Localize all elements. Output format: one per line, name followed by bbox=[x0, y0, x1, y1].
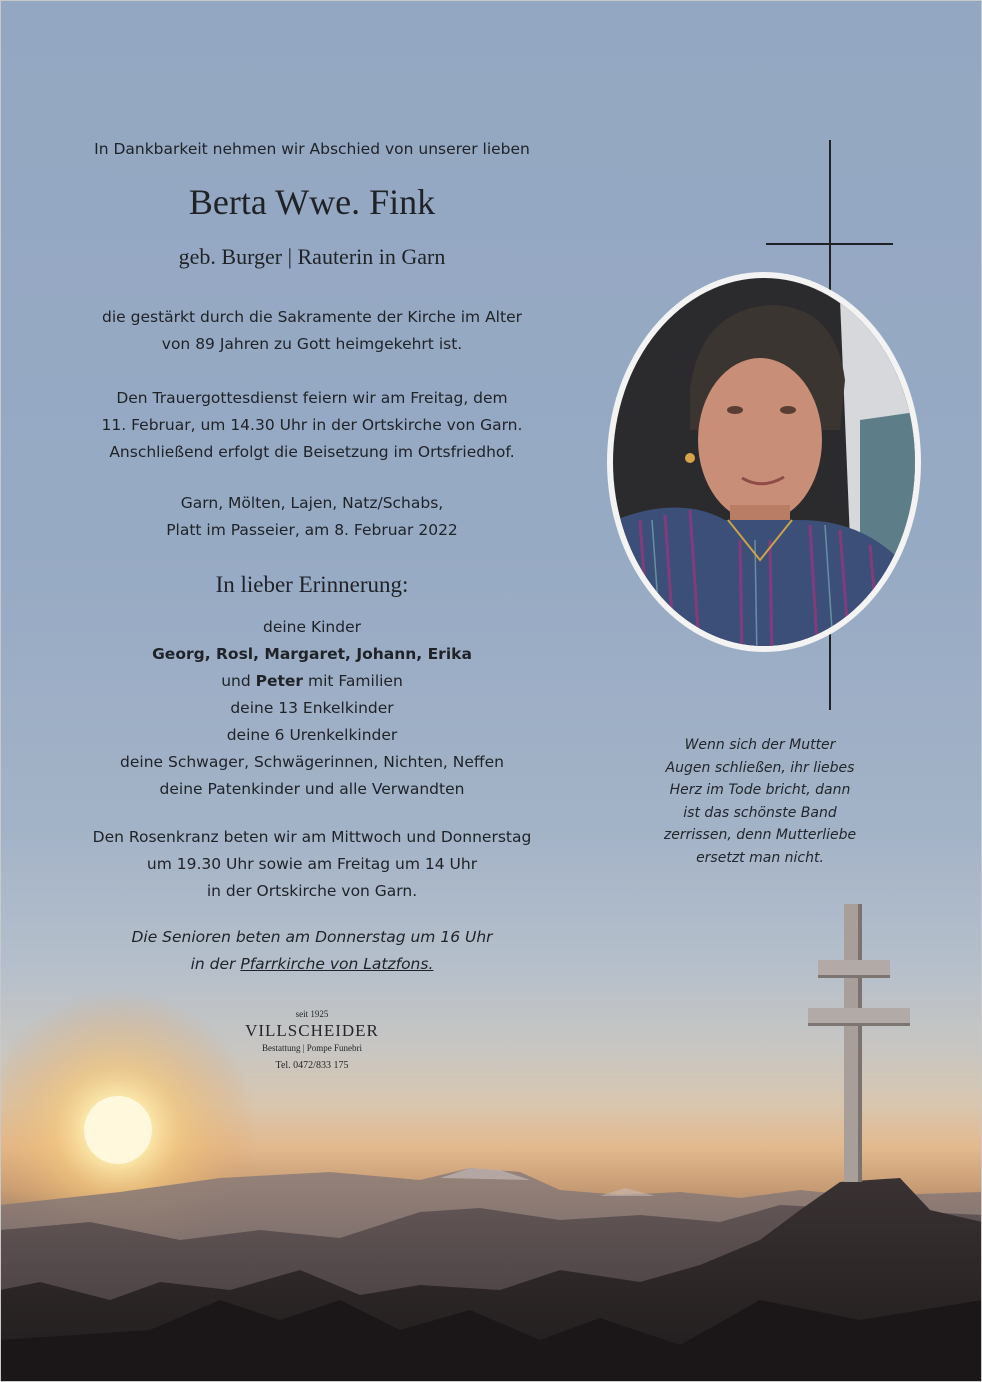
text-line: 11. Februar, um 14.30 Uhr in der Ortskirche von Garn. bbox=[101, 416, 523, 434]
memory-heading: In lieber Erinnerung: bbox=[215, 572, 409, 597]
logo-brand: VILLSCHEIDER bbox=[245, 1021, 379, 1040]
funeral-paragraph bbox=[62, 385, 562, 466]
quote-line: ersetzt man nicht. bbox=[696, 849, 824, 866]
place-date-paragraph bbox=[62, 490, 562, 544]
text-line: Den Trauergottesdienst feiern wir am Freitag, dem bbox=[116, 389, 508, 407]
children-intro: deine Kinder bbox=[262, 618, 361, 636]
quote-line: zerrissen, denn Mutterliebe bbox=[663, 827, 857, 843]
text-line: die gestärkt durch die Sakramente der Kirche im Alter bbox=[102, 308, 522, 326]
godchildren-line: deine Patenkinder und alle Verwandten bbox=[159, 780, 465, 798]
text-line: um 19.30 Uhr sowie am Freitag um 14 Uhr bbox=[146, 855, 478, 873]
quote-line: Augen schließen, ihr liebes bbox=[665, 759, 855, 776]
portrait-photo bbox=[600, 270, 930, 660]
text-line: Platt im Passeier, am 8. Februar 2022 bbox=[166, 521, 458, 539]
peter-line: und Peter mit Familien bbox=[221, 672, 403, 690]
great-grandchildren-line: deine 6 Urenkelkinder bbox=[226, 726, 398, 744]
rosary-paragraph bbox=[62, 824, 562, 905]
text-line: in der Pfarrkirche von Latzfons. bbox=[190, 955, 434, 973]
logo-phone: Tel. 0472/833 175 bbox=[275, 1060, 349, 1071]
deceased-subtitle: geb. Burger | Rauterin in Garn bbox=[178, 244, 446, 269]
deceased-name: Berta Wwe. Fink bbox=[188, 182, 436, 222]
children-names: Georg, Rosl, Margaret, Johann, Erika bbox=[152, 645, 472, 663]
summit-cross-icon bbox=[808, 904, 910, 1182]
logo-since: seit 1925 bbox=[295, 1009, 329, 1019]
text-line: von 89 Jahren zu Gott heimgekehrt ist. bbox=[161, 335, 463, 353]
family-list bbox=[62, 614, 562, 803]
text-line: Die Senioren beten am Donnerstag um 16 Uhr bbox=[131, 928, 493, 946]
memorial-quote bbox=[640, 734, 880, 869]
passing-paragraph bbox=[62, 304, 562, 358]
seniors-paragraph bbox=[62, 924, 562, 978]
quote-line: ist das schönste Band bbox=[683, 804, 837, 821]
intro-line: In Dankbarkeit nehmen wir Abschied von unserer lieben bbox=[94, 140, 530, 158]
text-line: Den Rosenkranz beten wir am Mittwoch und Donnerstag bbox=[92, 828, 532, 846]
quote-line: Wenn sich der Mutter bbox=[684, 737, 836, 753]
logo-subtitle: Bestattung | Pompe Funebri bbox=[261, 1043, 363, 1053]
text-line: in der Ortskirche von Garn. bbox=[206, 882, 418, 900]
in-laws-line: deine Schwager, Schwägerinnen, Nichten, Neffen bbox=[120, 753, 504, 771]
grandchildren-line: deine 13 Enkelkinder bbox=[230, 699, 394, 717]
quote-line: Herz im Tode bricht, dann bbox=[669, 782, 851, 798]
text-line: Garn, Mölten, Lajen, Natz/Schabs, bbox=[180, 494, 444, 512]
funeral-home-logo bbox=[217, 1008, 407, 1077]
text-line: Anschließend erfolgt die Beisetzung im Ortsfriedhof. bbox=[109, 443, 515, 461]
parish-church-link[interactable]: Pfarrkirche von Latzfons. bbox=[240, 955, 434, 973]
